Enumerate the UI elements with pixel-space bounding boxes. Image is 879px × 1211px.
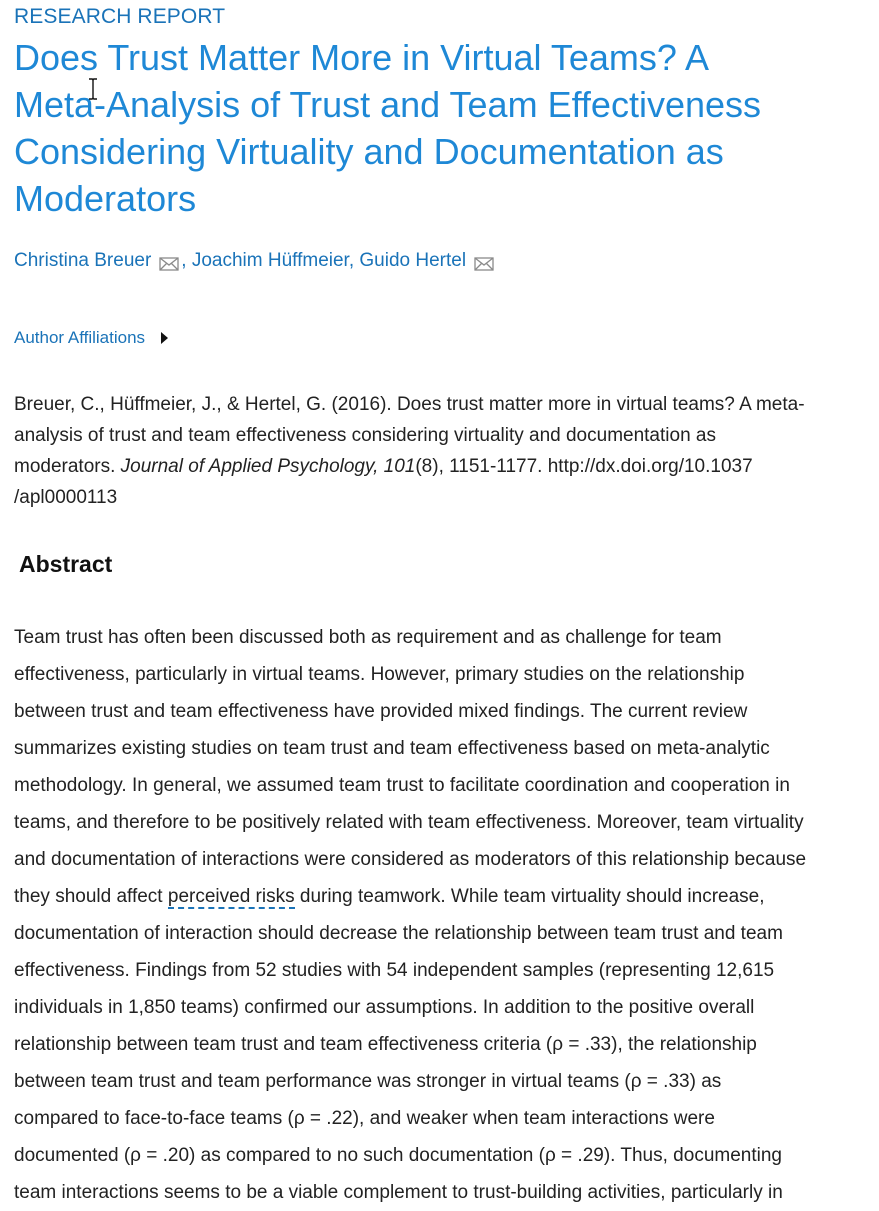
mail-icon[interactable] (159, 257, 179, 271)
abstract-text: they should affect (14, 886, 168, 907)
journal-name: Journal of Applied Psychology, 101 (120, 456, 416, 477)
abstract-line: and documentation of interactions were considered as moderators of this relationship because (14, 849, 807, 870)
abstract-line: teams, and therefore to be positively related with team effectiveness. Moreover, team virtuality (14, 812, 804, 833)
author-affiliations-label: Author Affiliations (14, 328, 146, 347)
abstract-line: team interactions seems to be a viable complement to trust-building activities, particularly in (14, 1182, 783, 1203)
abstract-body (14, 619, 874, 1211)
citation-line: analysis of trust and team effectiveness considering virtuality and documentation as (14, 425, 716, 446)
citation-text: (8), 1151-1177. http://dx.doi.org/10.1037 (415, 456, 753, 477)
mail-icon[interactable] (474, 257, 494, 271)
abstract-line: relationship between team trust and team effectiveness criteria (ρ = .33), the relationship (14, 1034, 757, 1055)
title-line: Considering Virtuality and Documentation as (14, 131, 724, 172)
abstract-line: methodology. In general, we assumed team trust to facilitate coordination and cooperation in (14, 775, 790, 796)
text-cursor-icon (87, 78, 99, 100)
citation (14, 389, 874, 513)
abstract-line: effectiveness, particularly in virtual teams. However, primary studies on the relationship (14, 664, 745, 685)
abstract-line (14, 878, 874, 915)
author-link-breuer[interactable]: Christina Breuer (14, 250, 152, 271)
abstract-line: Team trust has often been discussed both as requirement and as challenge for team (14, 627, 722, 648)
caret-right-icon (161, 332, 168, 344)
abstract-line: between team trust and team performance was stronger in virtual teams (ρ = .33) as (14, 1071, 722, 1092)
abstract-line: compared to face-to-face teams (ρ = .22), and weaker when team interactions were (14, 1108, 715, 1129)
title-line: Meta-Analysis of Trust and Team Effectiveness (14, 84, 762, 125)
report-type-label: RESEARCH REPORT (14, 5, 226, 28)
title-line: Moderators (14, 178, 197, 219)
abstract-heading: Abstract (19, 551, 113, 577)
author-link-hertel[interactable]: Guido Hertel (359, 250, 467, 271)
article-title (14, 34, 864, 222)
citation-line (14, 451, 874, 482)
abstract-line: between trust and team effectiveness have provided mixed findings. The current review (14, 701, 748, 722)
abstract-line: documented (ρ = .20) as compared to no such documentation (ρ = .29). Thus, documenting (14, 1145, 782, 1166)
abstract-line: documentation of interaction should decrease the relationship between team trust and team (14, 923, 783, 944)
author-affiliations-toggle[interactable] (14, 328, 168, 348)
glossary-term-perceived-risks[interactable]: perceived risks (167, 886, 295, 907)
abstract-line: effectiveness. Findings from 52 studies with 54 independent samples (representing 12,615 (14, 960, 775, 981)
abstract-line: individuals in 1,850 teams) confirmed our assumptions. In addition to the positive overall (14, 997, 755, 1018)
author-list (14, 250, 496, 272)
abstract-line: summarizes existing studies on team trust and team effectiveness based on meta-analytic (14, 738, 770, 759)
citation-line: /apl0000113 (14, 487, 118, 508)
citation-text: moderators. (14, 456, 121, 477)
abstract-text: during teamwork. While team virtuality should increase, (294, 886, 765, 907)
citation-line: Breuer, C., Hüffmeier, J., & Hertel, G. (2016). Does trust matter more in virtual teams? A meta- (14, 394, 805, 415)
title-line: Does Trust Matter More in Virtual Teams? A (14, 37, 709, 78)
author-separator[interactable]: , Joachim Hüffmeier, (181, 250, 360, 271)
